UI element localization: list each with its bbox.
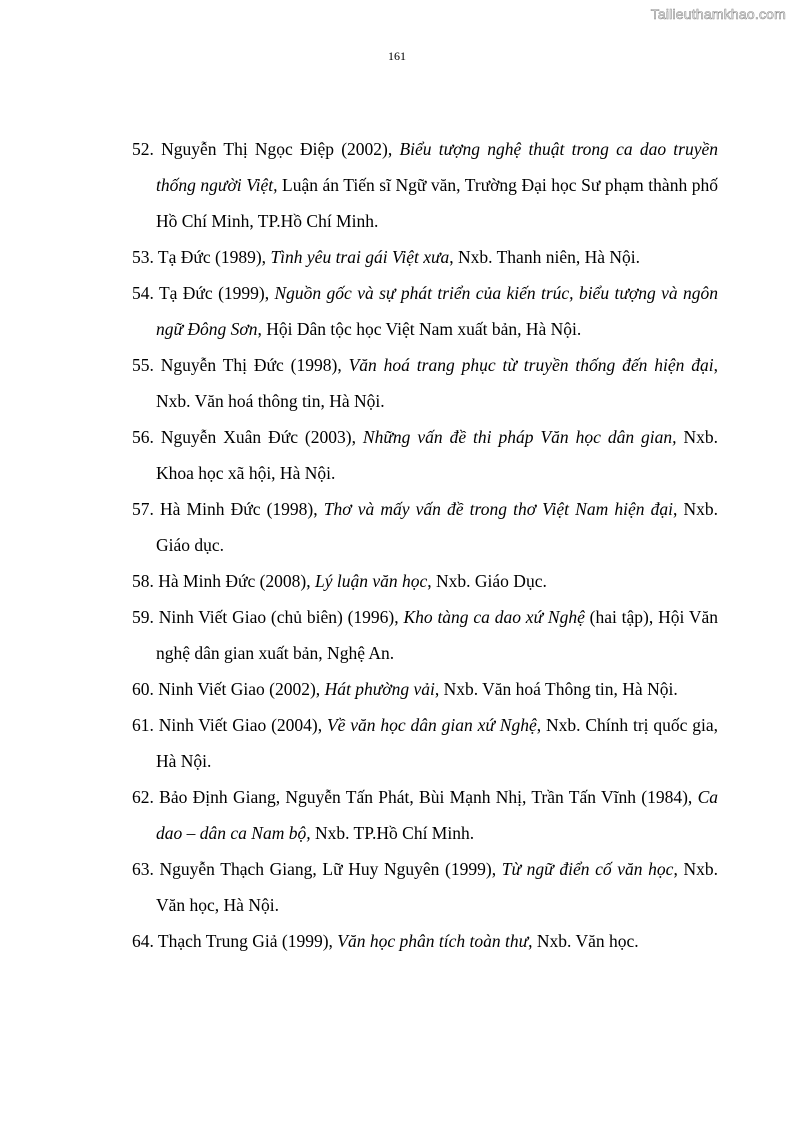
reference-authors: Nguyễn Thị Đức (1998), [153,355,349,375]
reference-publisher: , Nxb. Chính trị quốc gia, Hà Nội. [156,715,718,771]
page-number: 161 [388,49,406,63]
reference-authors: Ninh Viết Giao (2002), [153,679,325,699]
reference-item [132,131,718,239]
reference-item [132,599,718,671]
reference-number: 62. [132,787,154,807]
reference-authors: Nguyễn Thạch Giang, Lữ Huy Nguyên (1999), [153,859,502,879]
reference-title: Những vấn đề thi pháp Văn học dân gian, [362,427,677,447]
reference-title: Tình yêu trai gái Việt xưa [270,247,450,267]
reference-title: Lý luận văn học [315,571,428,591]
watermark: Tailieuthamkhao.com [650,6,786,22]
reference-item [132,671,718,707]
reference-publisher: Luận án Tiến sĩ Ngữ văn, Trường Đại học Sư phạm thành phố Hồ Chí Minh, TP.Hồ Chí Minh. [156,175,718,231]
reference-item [132,923,718,959]
reference-item [132,563,718,599]
reference-authors: Ninh Viết Giao (2004), [153,715,327,735]
reference-item [132,275,718,347]
reference-title: Kho tàng ca dao xứ Nghệ [403,607,585,627]
reference-publisher: , Nxb. Văn học, Hà Nội. [156,859,718,915]
reference-publisher: , Hội Dân tộc học Việt Nam xuất bản, Hà Nội. [257,319,582,339]
reference-number: 63. [132,859,154,879]
reference-title: Văn học phân tích toàn thư [337,931,529,951]
reference-item [132,707,718,779]
reference-item [132,851,718,923]
reference-publisher: Nxb. Khoa học xã hội, Hà Nội. [156,427,719,483]
reference-authors: Hà Minh Đức (1998), [153,499,324,519]
reference-publisher: , Nxb. Văn hoá thông tin, Hà Nội. [156,355,718,411]
reference-title: Nguồn gốc và sự phát triển của kiến trúc, biểu tượng và ngôn ngữ Đông Sơn [156,283,718,339]
reference-publisher: , Nxb. Văn hoá Thông tin, Hà Nội. [434,679,678,699]
reference-item [132,779,718,851]
reference-number: 54. [132,283,154,303]
reference-authors: Tạ Đức (1999), [153,283,275,303]
reference-authors: Nguyễn Xuân Đức (2003), [153,427,363,447]
reference-item [132,419,718,491]
reference-item [132,239,718,275]
reference-publisher: , Nxb. Thanh niên, Hà Nội. [449,247,640,267]
reference-item [132,491,718,563]
reference-authors: Nguyễn Thị Ngọc Điệp (2002), [153,139,400,159]
reference-number: 58. [132,571,154,591]
reference-authors: Hà Minh Đức (2008), [153,571,315,591]
reference-authors: Ninh Viết Giao (chủ biên) (1996), [153,607,404,627]
reference-number: 60. [132,679,154,699]
reference-number: 64. [132,931,154,951]
reference-title: Từ ngữ điển cố văn học [501,859,674,879]
reference-number: 55. [132,355,154,375]
reference-authors: Tạ Đức (1989), [153,247,271,267]
reference-title: Thơ và mấy vấn đề trong thơ Việt Nam hiện đại [323,499,673,519]
reference-title: Văn hoá trang phục từ truyền thống đến hiện đại [348,355,714,375]
reference-item [132,347,718,419]
reference-title: Ca dao – dân ca Nam bộ, [156,787,718,843]
reference-publisher: , Nxb. Văn học. [528,931,639,951]
reference-authors: Bảo Định Giang, Nguyễn Tấn Phát, Bùi Mạnh Nhị, Trần Tấn Vĩnh (1984), [153,787,698,807]
reference-title: Về văn học dân gian xứ Nghệ [326,715,537,735]
reference-number: 57. [132,499,154,519]
reference-number: 53. [132,247,154,267]
reference-list [132,131,718,959]
reference-publisher: Nxb. TP.Hồ Chí Minh. [310,823,475,843]
reference-title: Hát phường vải [324,679,435,699]
reference-number: 52. [132,139,154,159]
reference-publisher: (hai tập), Hội Văn nghệ dân gian xuất bản, Nghệ An. [156,607,718,663]
reference-number: 56. [132,427,154,447]
reference-authors: Thạch Trung Giả (1999), [153,931,338,951]
reference-publisher: , Nxb. Giáo dục. [156,499,718,555]
reference-number: 59. [132,607,154,627]
reference-publisher: , Nxb. Giáo Dục. [427,571,547,591]
reference-title: Biểu tượng nghệ thuật trong ca dao truyền thống người Việt, [156,139,719,195]
reference-number: 61. [132,715,154,735]
